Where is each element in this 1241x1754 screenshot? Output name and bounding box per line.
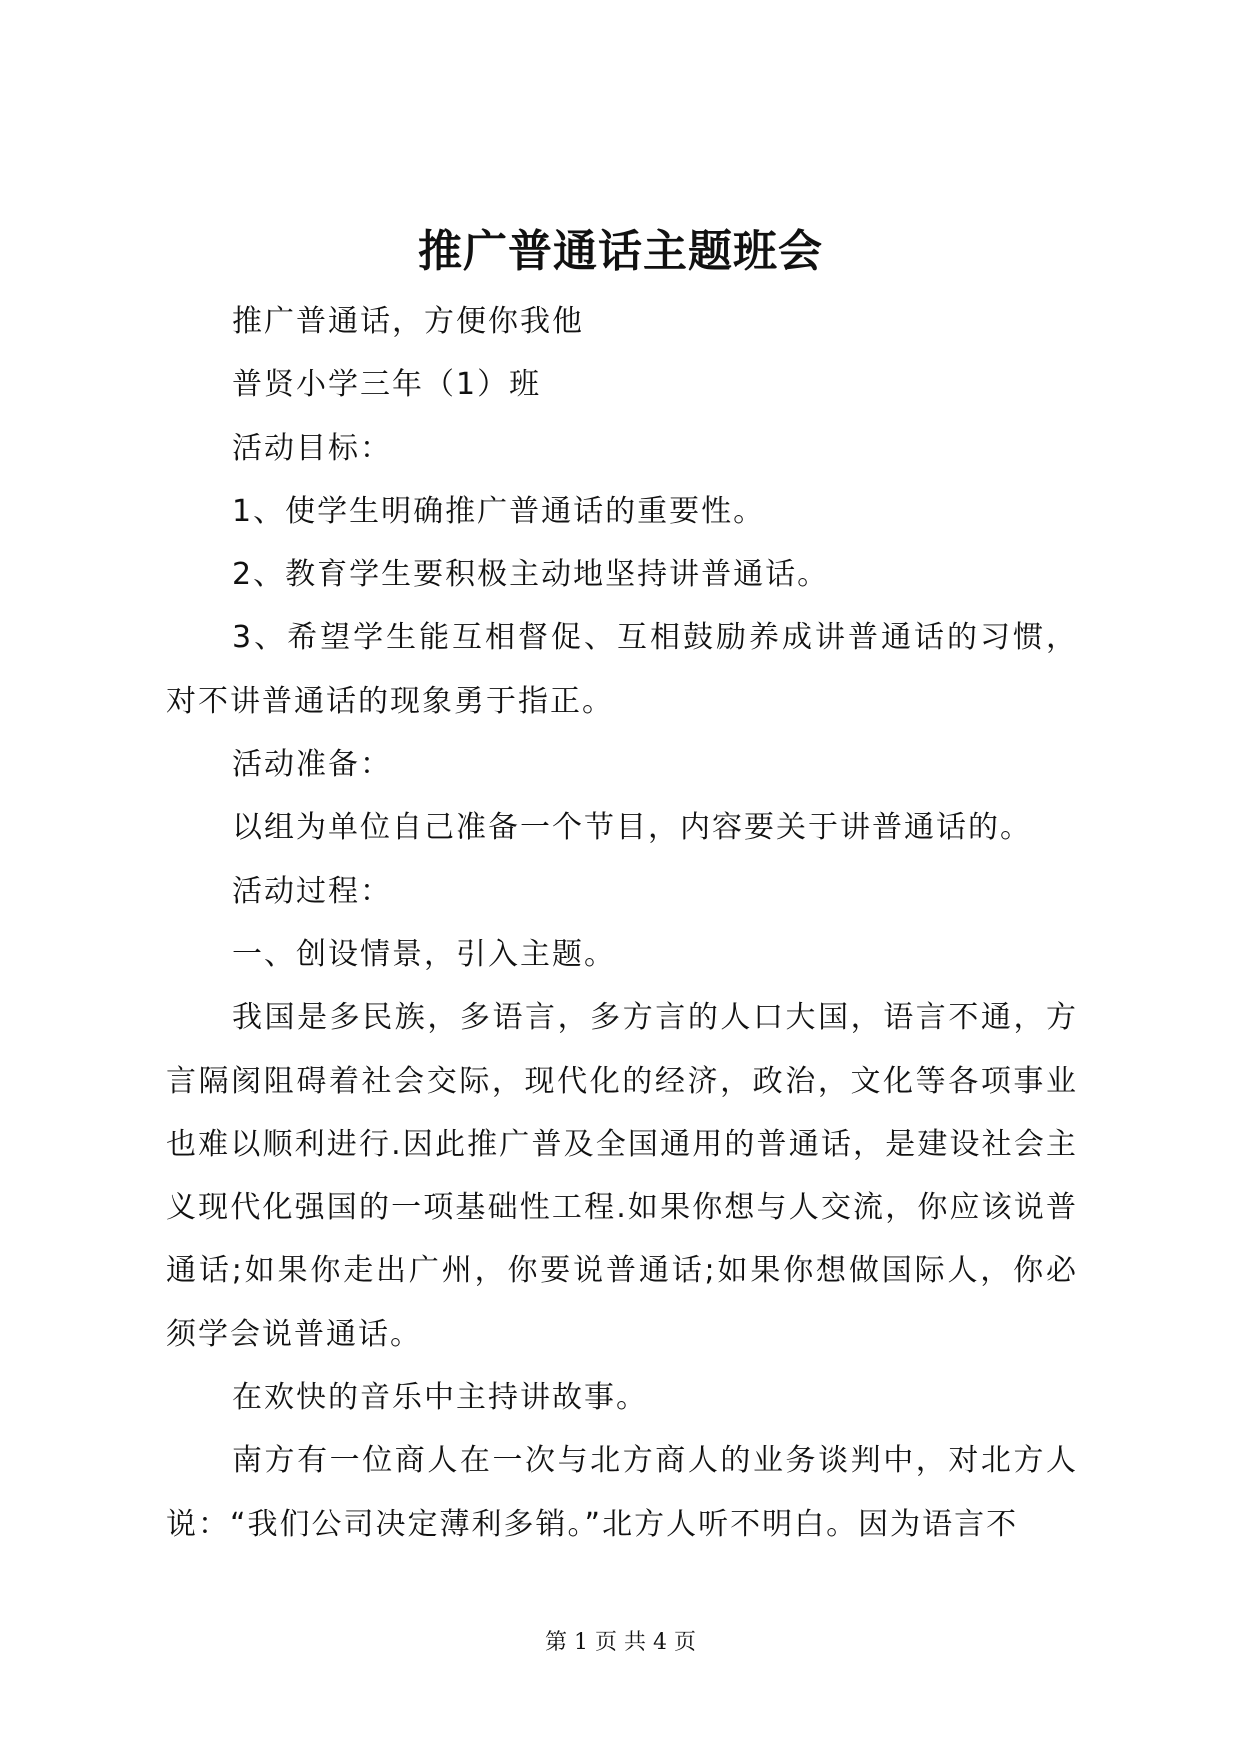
paragraph-class-name: 普贤小学三年（1）班 <box>232 367 542 403</box>
document-body <box>166 290 1078 1556</box>
paragraph-story: 南方有一位商人在一次与北方商人的业务谈判中，对北方人说：“我们公司决定薄利多销。”北方人听不明白。因为语言不 <box>166 1443 1078 1542</box>
page-footer: 第 1 页 共 4 页 <box>545 1630 696 1655</box>
paragraph-preparation: 以组为单位自己准备一个节目，内容要关于讲普通话的。 <box>232 810 1032 846</box>
document-title: 推广普通话主题班会 <box>418 226 823 277</box>
paragraph-intro: 我国是多民族，多语言，多方言的人口大国，语言不通，方言隔阂阻碍着社会交际，现代化的经济，政治，文化等各项事业也难以顺利进行.因此推广普及全国通用的普通话，是建设社会主义现代化强国的一项基础性工程.如果你想与人交流，你应该说普通话;如果你走出广州，你要说普通话;如果你想做国际人，你必须学会说普通话。 <box>166 1000 1078 1352</box>
paragraph-goal-3: 3、希望学生能互相督促、互相鼓励养成讲普通话的习惯，对不讲普通话的现象勇于指正。 <box>166 620 1078 719</box>
paragraph-section-1-heading: 一、创设情景，引入主题。 <box>232 936 616 972</box>
paragraph-goal-1: 1、使学生明确推广普通话的重要性。 <box>232 493 766 529</box>
paragraph-goal-heading: 活动目标： <box>232 430 392 466</box>
paragraph-story-intro: 在欢快的音乐中主持讲故事。 <box>232 1380 648 1416</box>
paragraph-preparation-heading: 活动准备： <box>232 747 392 783</box>
paragraph-slogan: 推广普通话，方便你我他 <box>232 304 584 339</box>
paragraph-process-heading: 活动过程： <box>232 873 392 909</box>
paragraph-goal-2: 2、教育学生要积极主动地坚持讲普通话。 <box>232 557 830 593</box>
